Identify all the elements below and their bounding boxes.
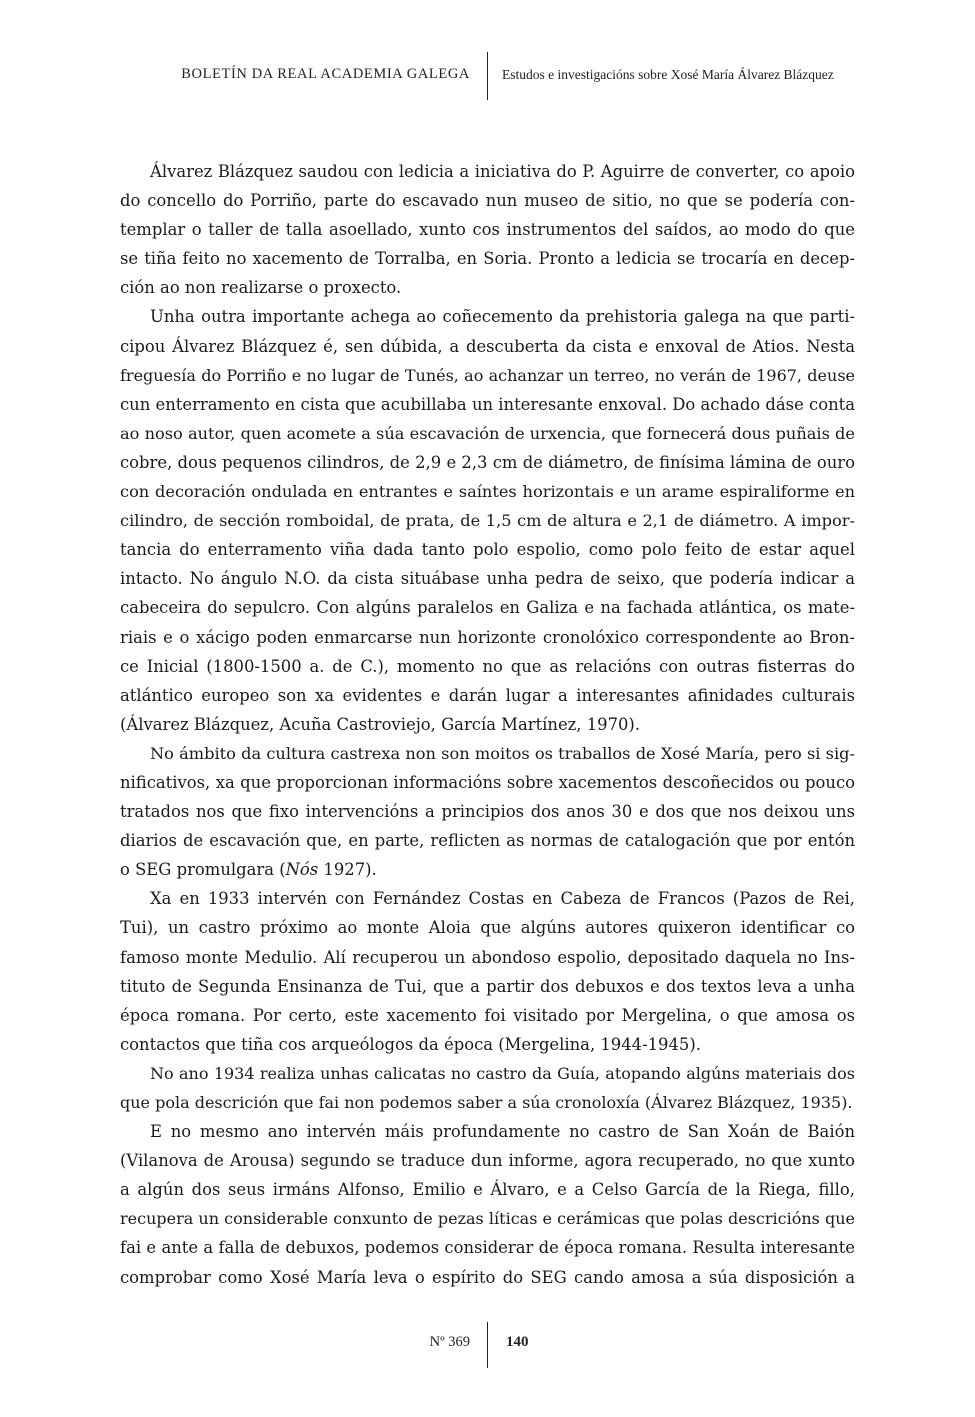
- text-line: Unha outra importante achega ao coñecemento da prehistoria galega na que parti-: [150, 307, 855, 327]
- text-line: con decoración ondulada en entrantes e saíntes horizontais e un arame espiraliforme en: [120, 482, 855, 502]
- text-line: cilindro, de sección romboidal, de prata, de 1,5 cm de altura e 2,1 de diámetro. A impor-: [120, 511, 855, 531]
- text-line: templar o taller de talla asoellado, xunto cos instrumentos del saídos, ao modo do que: [120, 220, 855, 240]
- running-header: [0, 52, 975, 100]
- text-line: Álvarez Blázquez saudou con ledicia a iniciativa do P. Aguirre de converter, co apoio: [150, 162, 855, 181]
- text-line: No ámbito da cultura castrexa non son moitos os traballos de Xosé María, pero si sig-: [150, 743, 855, 763]
- journal-title: BOLETÍN DA REAL ACADEMIA GALEGA: [181, 66, 470, 82]
- footer-divider: [487, 1322, 488, 1368]
- text-line: ción ao non realizarse o proxecto.: [120, 278, 402, 298]
- text-line: o SEG promulgara (Nós 1927).: [120, 860, 377, 880]
- text-line: freguesía do Porriño e no lugar de Tunés, ao achanzar un terreo, no verán de 1967, deuse: [120, 365, 855, 385]
- issue-number: Nº 369: [429, 1334, 470, 1350]
- text-line: Tui), un castro próximo ao monte Aloia que algúns autores quixeron identificar co: [120, 918, 855, 938]
- text-line: famoso monte Medulio. Alí recuperou un abondoso espolio, depositado daquela no Ins-: [120, 947, 855, 967]
- publication-title: Nós: [285, 860, 319, 880]
- paragraph: [120, 739, 855, 884]
- paragraph: [120, 157, 855, 302]
- running-footer: [0, 1322, 975, 1370]
- header-divider: [487, 52, 488, 100]
- paragraph: [120, 1117, 855, 1292]
- text-line: No ano 1934 realiza unhas calicatas no castro da Guía, atopando algúns materiais dos: [150, 1063, 855, 1083]
- text-line: comprobar como Xosé María leva o espírito do SEG cando amosa a súa disposición a: [120, 1267, 855, 1287]
- text-line: E no mesmo ano intervén máis profundamente no castro de San Xoán de Baión: [150, 1122, 855, 1142]
- text-line: cobre, dous pequenos cilindros, de 2,9 e 2,3 cm de diámetro, de finísima lámina de ouro: [120, 452, 855, 472]
- text-line: tituto de Segunda Ensinanza de Tui, que a partir dos debuxos e dos textos leva a unha: [120, 976, 855, 996]
- text-line: cipou Álvarez Blázquez é, sen dúbida, a descuberta da cista e enxoval de Atios. Nesta: [120, 336, 855, 356]
- text-line: riais e o xácigo poden enmarcarse nun horizonte cronolóxico correspondente ao Bron-: [120, 627, 855, 647]
- text-line: que pola descrición que fai non podemos saber a súa cronoloxía (Álvarez Blázquez, 1935).: [120, 1093, 853, 1112]
- text-line: Xa en 1933 intervén con Fernández Costas en Cabeza de Francos (Pazos de Rei,: [150, 889, 855, 909]
- text-line: cabeceira do sepulcro. Con algúns paralelos en Galiza e na fachada atlántica, os mate-: [120, 598, 855, 618]
- text-line: do concello do Porriño, parte do escavado nun museo de sitio, no que se podería con-: [120, 191, 855, 211]
- text-line: recupera un considerable conxunto de pezas líticas e cerámicas que polas descricións que: [120, 1209, 855, 1229]
- text-line: tratados nos que fixo intervencións a principios dos anos 30 e dos que nos deixou uns: [120, 802, 855, 822]
- page-number: 140: [506, 1334, 529, 1350]
- text-line: se tiña feito no xacemento de Torralba, en Soria. Pronto a ledicia se trocaría en decep-: [120, 249, 855, 269]
- text-line: atlántico europeo son xa evidentes e darán lugar a interesantes afinidades culturais: [120, 685, 855, 705]
- text-line: cun enterramento en cista que acubillaba un interesante enxoval. Do achado dáse conta: [120, 394, 855, 414]
- text-line: tancia do enterramento viña dada tanto polo espolio, como polo feito de estar aquel: [120, 540, 855, 560]
- paragraph: [120, 884, 855, 1059]
- text-line: a algún dos seus irmáns Alfonso, Emilio e Álvaro, e a Celso García de la Riega, fillo,: [120, 1180, 855, 1200]
- text-line: diarios de escavación que, en parte, reflicten as normas de catalogación que por entón: [120, 831, 855, 851]
- text-line: ao noso autor, quen acomete a súa escavación de urxencia, que fornecerá dous puñais de: [120, 423, 855, 443]
- section-title: Estudos e investigacións sobre Xosé María Álvarez Blázquez: [502, 67, 834, 82]
- text-line: contactos que tiña cos arqueólogos da época (Mergelina, 1944-1945).: [120, 1034, 701, 1054]
- text-line: época romana. Por certo, este xacemento foi visitado por Mergelina, o que amosa os: [120, 1005, 855, 1025]
- text-line: ce Inicial (1800-1500 a. de C.), momento no que as relacións con outras fisterras do: [120, 656, 855, 676]
- article-body: [120, 157, 855, 1292]
- text-line: intacto. No ángulo N.O. da cista situábase unha pedra de seixo, que podería indicar a: [120, 569, 855, 589]
- text-line: nificativos, xa que proporcionan informacións sobre xacementos descoñecidos ou pouco: [120, 772, 855, 792]
- text-line: fai e ante a falla de debuxos, podemos considerar de época romana. Resulta interesante: [120, 1238, 855, 1258]
- paragraph: [120, 302, 855, 738]
- text-line: (Vilanova de Arousa) segundo se traduce dun informe, agora recuperado, no que xunto: [120, 1151, 855, 1171]
- paragraph: [120, 1059, 855, 1117]
- text-line: (Álvarez Blázquez, Acuña Castroviejo, García Martínez, 1970).: [120, 714, 641, 734]
